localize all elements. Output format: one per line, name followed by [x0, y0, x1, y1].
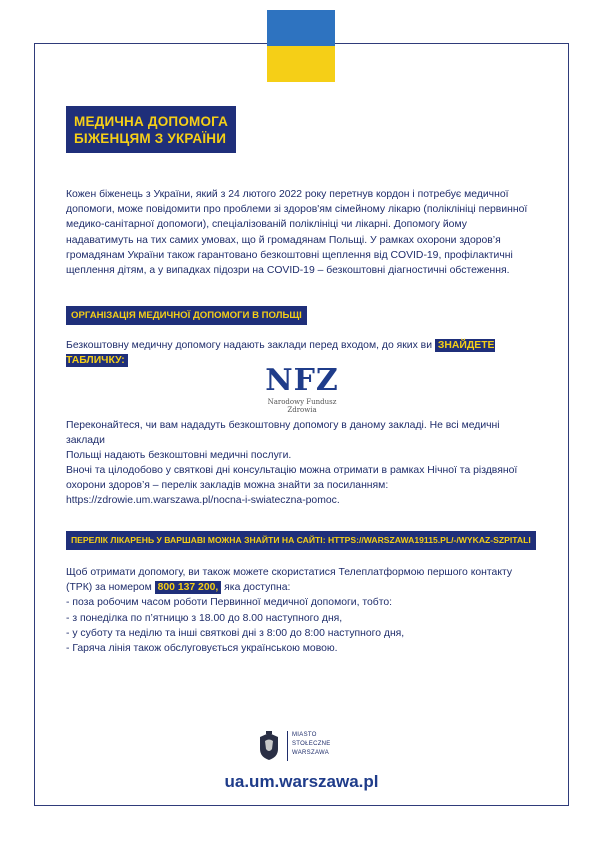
nfz-logo-mark: NFZ	[265, 363, 339, 398]
tpk-line-2	[66, 580, 536, 595]
tpk-list-item: - з понеділка по п’ятницю з 18.00 до 8.00 наступного дня,	[66, 612, 343, 624]
city-line-2: STOŁECZNE	[292, 741, 331, 747]
night-line: охорони здоров’я – перелік закладів можна знайти за посиланням:	[66, 480, 389, 492]
tpk-list-item: - у суботу та неділю та інші святкові дні з 8:00 до 8:00 наступного дня,	[66, 627, 405, 639]
intro-line: щеплення дітям, а у випадках підозри на COVID-19 – безкоштовні діагностичні обстеження.	[66, 265, 510, 277]
intro-line: надаватимуть на тих самих умовах, що й громадянам Польщі. У рамках охорони здоров’я	[66, 234, 501, 246]
tpk-paragraph	[66, 565, 536, 656]
website-link[interactable]: ua.um.warszawa.pl	[224, 772, 379, 791]
title-line-2: БІЖЕНЦЯМ З УКРАЇНИ	[74, 131, 227, 146]
intro-line: медико-санітарної допомоги), спеціалізованій поліклініці чи лікарні. Допомогу йому	[66, 219, 467, 231]
section-heading-organization: ОРГАНІЗАЦІЯ МЕДИЧНОЇ ДОПОМОГИ В ПОЛЬЩІ	[66, 306, 307, 325]
city-logo-text	[292, 731, 331, 758]
intro-paragraph	[66, 187, 536, 278]
city-line-3: WARSZAWA	[292, 750, 330, 756]
night-care-link[interactable]: https://zdrowie.um.warszawa.pl/nocna-i-swiateczna-pomoc.	[66, 495, 340, 507]
intro-line: Кожен біженець з України, який з 24 лютого 2022 року перетнув кордон і потребує медичної	[66, 189, 509, 200]
night-line: Вночі та цілодобово у святкові дні консультацію можна отримати в рамках Нічної та різдвяної	[66, 465, 518, 476]
night-care-paragraph	[66, 463, 536, 509]
title-line-1: МЕДИЧНА ДОПОМОГА	[74, 114, 229, 129]
city-logo-divider	[287, 731, 288, 761]
flag-yellow-stripe	[267, 46, 335, 82]
check-line: Польщі надають безкоштовні медичні послуги.	[66, 450, 292, 462]
nfz-logo-subtitle: Narodowy Fundusz Zdrowia	[267, 398, 337, 414]
intro-line: громадянам України також гарантовано безкоштовні щеплення від COVID-19, профілактичні	[66, 249, 513, 261]
check-line: Переконайтеся, чи вам нададуть безкоштовну допомогу в даному закладі. Не всі медичні заклади	[66, 420, 500, 447]
city-line-1: MIASTO	[292, 732, 317, 738]
tpk-line-2-post: яка доступна:	[224, 582, 291, 594]
nfz-logo	[252, 365, 352, 414]
tpk-line-1: Щоб отримати допомогу, ви також можете скористатися Телеплатформою першого контакту	[66, 567, 513, 578]
free-care-text: Безкоштовну медичну допомогу надають заклади перед входом, до яких ви	[66, 340, 432, 351]
warsaw-city-logo	[258, 729, 348, 765]
intro-line: допомоги, може повідомити про проблеми зі здоров'ям сімейному лікарю (поліклініці первинної	[66, 204, 528, 216]
ukraine-flag	[267, 10, 335, 82]
page-title	[66, 106, 236, 153]
check-paragraph	[66, 418, 536, 464]
tpk-list-item: - Гаряча лінія також обслуговується українською мовою.	[66, 643, 338, 655]
flag-blue-stripe	[267, 10, 335, 46]
find-sign-badge: ЗНАЙДЕТЕ ТАБЛИЧКУ:	[66, 340, 495, 367]
tpk-phone-number[interactable]: 800 137 200,	[155, 581, 222, 594]
tpk-list-item: - поза робочим часом роботи Первинної медичної допомоги, тобто:	[66, 597, 393, 609]
warsaw-crest-icon	[258, 731, 280, 761]
section-heading-hospitals[interactable]: ПЕРЕЛІК ЛІКАРЕНЬ У ВАРШАВІ МОЖНА ЗНАЙТИ НА САЙТІ: HTTPS://WARSZAWA19115.PL/-/WYKAZ-SZPITALI	[66, 531, 536, 550]
tpk-line-2-pre: (ТРК) за номером	[66, 582, 152, 594]
